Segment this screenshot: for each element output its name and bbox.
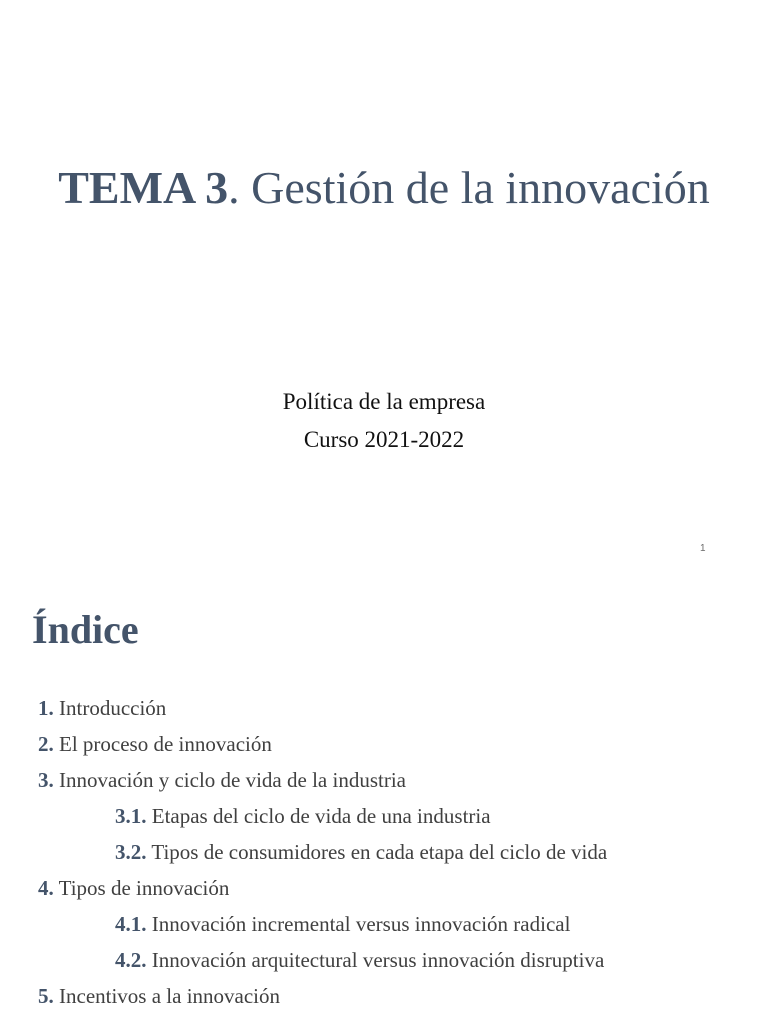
toc-item-number: 5.	[38, 984, 54, 1008]
toc-item-text: Tipos de innovación	[58, 876, 230, 900]
index-heading: Índice	[32, 607, 139, 652]
slide-title	[0, 160, 768, 216]
toc-item-number: 4.1.	[115, 912, 147, 936]
toc-item-number: 3.1.	[115, 804, 147, 828]
toc-item-number: 3.2.	[115, 840, 147, 864]
subtitle-course-year: Curso 2021-2022	[303, 427, 465, 452]
toc-item-text: Introducción	[59, 696, 167, 720]
toc-item-text: Innovación arquitectural versus innovación disruptiva	[151, 948, 605, 972]
subtitle-course-name: Política de la empresa	[282, 389, 486, 414]
toc-item	[38, 982, 280, 1010]
toc-item-text: Incentivos a la innovación	[59, 984, 281, 1008]
toc-item-text: Etapas del ciclo de vida de una industria	[151, 804, 491, 828]
toc-subitem	[115, 802, 491, 830]
toc-item-number: 1.	[38, 696, 54, 720]
toc-item	[38, 766, 406, 794]
toc-subitem	[115, 910, 570, 938]
title-topic-name: . Gestión de la innovación	[228, 162, 710, 213]
title-topic-number: TEMA 3	[58, 162, 229, 213]
toc-subitem	[115, 946, 604, 974]
toc-item-text: Innovación y ciclo de vida de la industria	[59, 768, 406, 792]
page-number: 1	[700, 543, 706, 554]
toc-item-text: Innovación incremental versus innovación radical	[151, 912, 571, 936]
toc-item-number: 4.2.	[115, 948, 147, 972]
index-slide	[0, 580, 768, 1024]
toc-item-number: 4.	[38, 876, 54, 900]
toc-item	[38, 730, 272, 758]
toc-item-number: 2.	[38, 732, 54, 756]
toc-item-text: Tipos de consumidores en cada etapa del ciclo de vida	[151, 840, 608, 864]
toc-item-number: 3.	[38, 768, 54, 792]
toc-subitem	[115, 838, 607, 866]
toc-item-text: El proceso de innovación	[59, 732, 272, 756]
toc-item	[38, 694, 166, 722]
toc-item	[38, 874, 229, 902]
